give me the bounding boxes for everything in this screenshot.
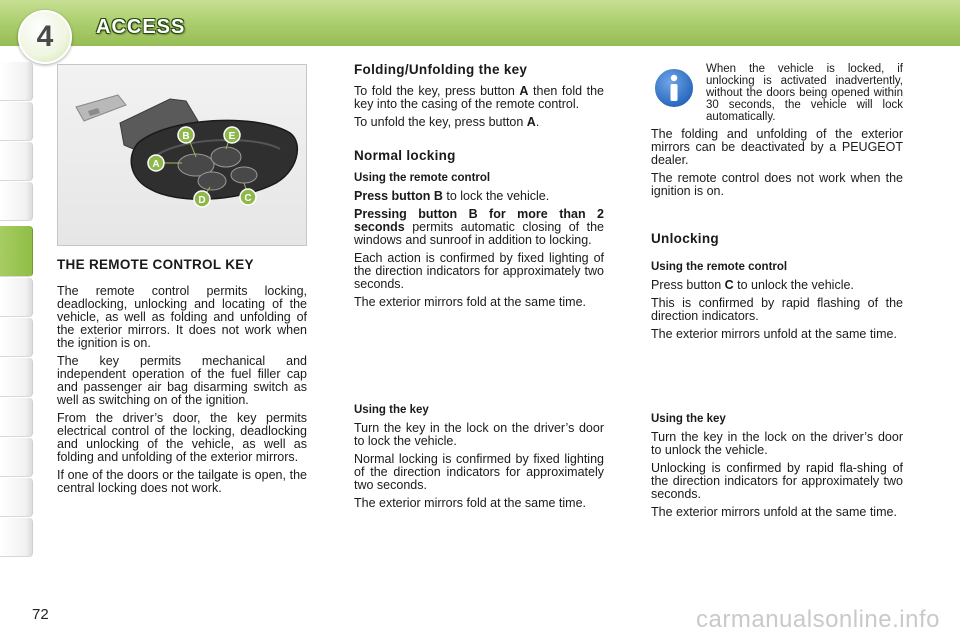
paragraph: The exterior mirrors unfold at the same time.: [651, 327, 897, 341]
heading-remote-control-key: THE REMOTE CONTROL KEY: [57, 257, 254, 272]
chapter-tab-12[interactable]: [0, 518, 33, 557]
paragraph: The exterior mirrors fold at the same time.: [354, 295, 587, 309]
info-note: When the vehicle is locked, if unlocking is activated inadvertently, without the doors being opened within 30 seconds, the vehicle will lock automatically.: [706, 63, 903, 123]
paragraph: Each action is confirmed by fixed lighting of the direction indicators for approximately two seconds.: [354, 251, 604, 291]
subheading-remote-control: Using the remote control: [354, 172, 491, 184]
svg-text:C: C: [244, 193, 252, 204]
chapter-tab-11[interactable]: [0, 478, 33, 517]
svg-text:D: D: [198, 195, 206, 206]
paragraph: Unlocking is confirmed by rapid fla-shing of the direction indicators for approximately two seconds.: [651, 461, 903, 501]
paragraph: From the driver’s door, the key permits electrical control of the locking, deadlocking and unlocking of the vehicle, as well as folding and unfolding of the exterior mirrors.: [57, 411, 307, 464]
subheading-remote-control: Using the remote control: [651, 261, 788, 273]
chapter-tab-3[interactable]: [0, 142, 33, 181]
chapter-tab-1[interactable]: [0, 62, 33, 101]
chapter-tab-10[interactable]: [0, 438, 33, 477]
paragraph: The remote control does not work when the ignition is on.: [651, 171, 903, 198]
svg-text:A: A: [152, 159, 160, 170]
chapter-tab-active[interactable]: [0, 226, 33, 277]
heading-folding-unfolding: Folding/Unfolding the key: [354, 62, 528, 77]
subheading-using-key: Using the key: [354, 404, 429, 416]
paragraph: Turn the key in the lock on the driver’s door to lock the vehicle.: [354, 421, 604, 448]
column-unlocking-key: [651, 413, 903, 524]
paragraph: The folding and unfolding of the exterior mirrors can be deactivated by a PEUGEOT dealer.: [651, 127, 903, 167]
chapter-tab-6[interactable]: [0, 278, 33, 317]
paragraph: This is confirmed by rapid flashing of the direction indicators.: [651, 296, 903, 323]
callout-c: [240, 189, 256, 205]
watermark: carmanualsonline.info: [696, 606, 940, 633]
column-info-unlocking: [651, 63, 903, 346]
chapter-tab-2[interactable]: [0, 102, 33, 141]
callout-d: [194, 191, 210, 207]
paragraph: Press button C to unlock the vehicle.: [651, 278, 854, 292]
remote-control-key-icon: [58, 65, 306, 245]
paragraph: Pressing button B for more than 2 seconds permits automatic closing of the windows and sunroof in addition to locking.: [354, 207, 604, 247]
subheading-using-key: Using the key: [651, 413, 726, 425]
paragraph: Normal locking is confirmed by fixed lighting of the direction indicators for approximately two seconds.: [354, 452, 604, 492]
svg-text:B: B: [182, 131, 190, 142]
paragraph: The exterior mirrors fold at the same time.: [354, 496, 587, 510]
paragraph: If one of the doors or the tailgate is open, the central locking does not work.: [57, 468, 307, 495]
chapter-tab-9[interactable]: [0, 398, 33, 437]
chapter-tab-4[interactable]: [0, 182, 33, 221]
paragraph-folding: To fold the key, press button A then fold the key into the casing of the remote control.: [354, 84, 604, 111]
page-number: 72: [32, 606, 49, 623]
callout-e: [224, 127, 240, 143]
section-title: ACCESS: [96, 16, 186, 38]
column-remote-control-key: [57, 258, 307, 500]
paragraph: The exterior mirrors unfold at the same time.: [651, 505, 897, 519]
column-locking: [354, 63, 604, 314]
paragraph: The key permits mechanical and independent operation of the fuel filler cap and passenger air bag disarming switch as well as switching on of the ignition.: [57, 354, 307, 407]
paragraph: Press button B to lock the vehicle.: [354, 189, 550, 203]
svg-text:E: E: [228, 131, 236, 142]
chapter-tab-7[interactable]: [0, 318, 33, 357]
heading-unlocking: Unlocking: [651, 231, 719, 246]
paragraph: The remote control permits locking, deadlocking, unlocking and locating of the vehicle, as well as folding and unfolding of the exterior mirrors. It does not work when the ignition is on.: [57, 284, 307, 350]
paragraph: Turn the key in the lock on the driver’s door to unlock the vehicle.: [651, 430, 903, 457]
callout-b: [178, 127, 194, 143]
chapter-number-badge: 4: [18, 10, 72, 64]
paragraph-unfolding: To unfold the key, press button A.: [354, 115, 540, 129]
heading-normal-locking: Normal locking: [354, 148, 456, 163]
column-locking-key: [354, 404, 604, 515]
chapter-tabs: [0, 62, 34, 574]
remote-control-key-image: [57, 64, 307, 246]
chapter-tab-8[interactable]: [0, 358, 33, 397]
callout-a: [148, 155, 164, 171]
